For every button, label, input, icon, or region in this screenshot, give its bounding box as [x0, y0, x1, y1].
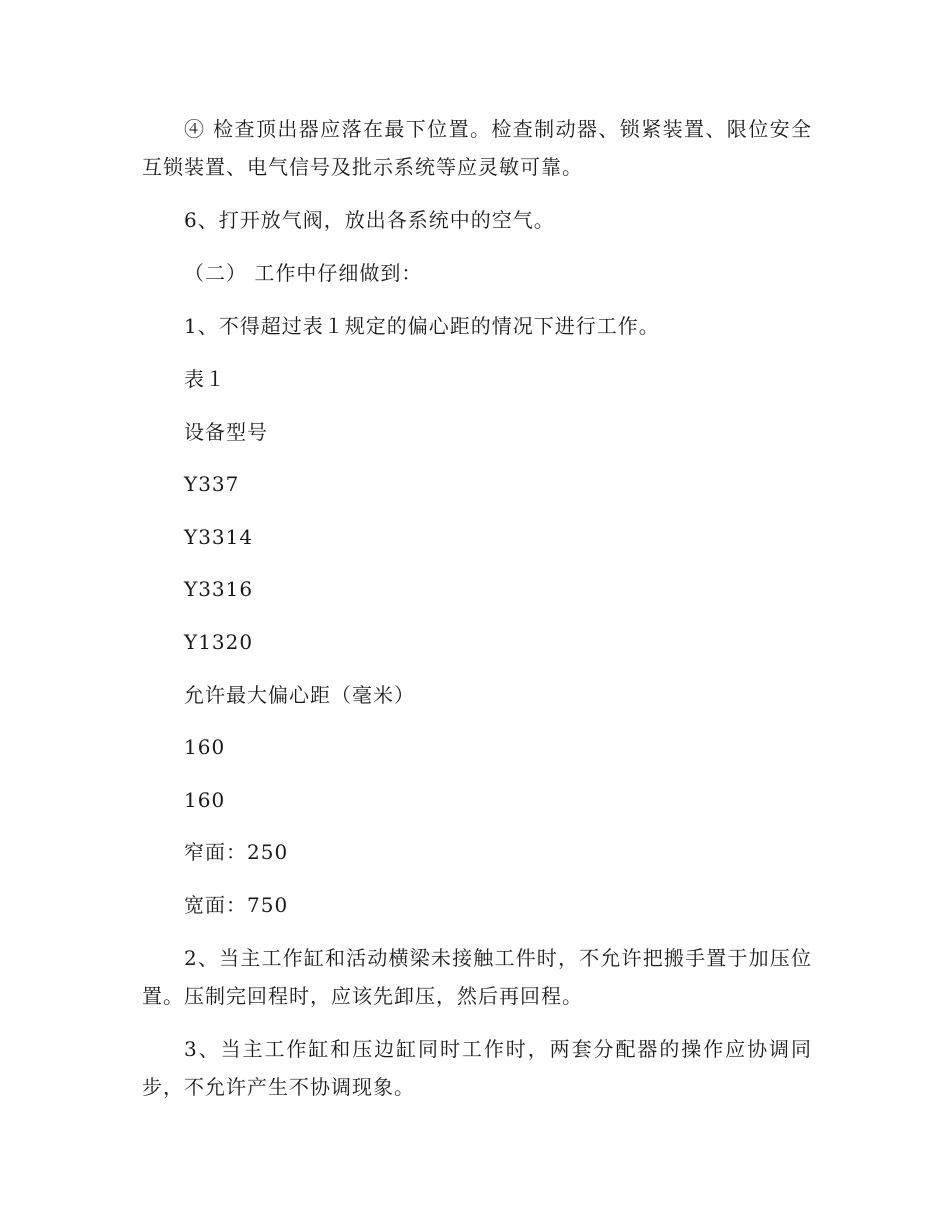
table-header-eccentricity: 允许最大偏心距（毫米）: [184, 682, 415, 707]
paragraph-eccentricity-rule: 1、不得超过表１规定的偏心距的情况下进行工作。: [184, 314, 660, 338]
eccentricity-table: [142, 360, 812, 924]
document-body: [142, 110, 812, 1106]
paragraph-inspect-ejector: ④ 检查顶出器应落在最下位置。检查制动器、锁紧装置、限位安全互锁装置、电气信号及批示系统等应灵敏可靠。: [142, 117, 812, 179]
table-cell-model: Y337: [184, 472, 240, 497]
paragraph-open-vent-valve: 6、打开放气阀，放出各系统中的空气。: [184, 208, 555, 232]
table-cell-eccentricity: 窄面：250: [184, 840, 289, 865]
table-cell-model: Y1320: [184, 629, 254, 654]
table-cell-eccentricity: 160: [184, 787, 226, 812]
section-heading-during-work: （二） 工作中仔细做到：: [184, 261, 423, 285]
paragraph-sync-rule: 3、当主工作缸和压边缸同时工作时，两套分配器的操作应协调同步，不允许产生不协调现象。: [142, 1036, 812, 1099]
paragraph-pressurize-rule: 2、当主工作缸和活动横梁未接触工件时，不允许把搬手置于加压位置。压制完回程时，应该先卸压，然后再回程。: [142, 945, 812, 1008]
table-cell-eccentricity: 宽面：750: [184, 892, 289, 917]
table-header-model: 设备型号: [184, 419, 268, 444]
table-cell-model: Y3314: [184, 524, 254, 549]
table-cell-model: Y3316: [184, 577, 254, 602]
table-caption: 表１: [184, 367, 226, 391]
table-cell-eccentricity: 160: [184, 735, 226, 760]
